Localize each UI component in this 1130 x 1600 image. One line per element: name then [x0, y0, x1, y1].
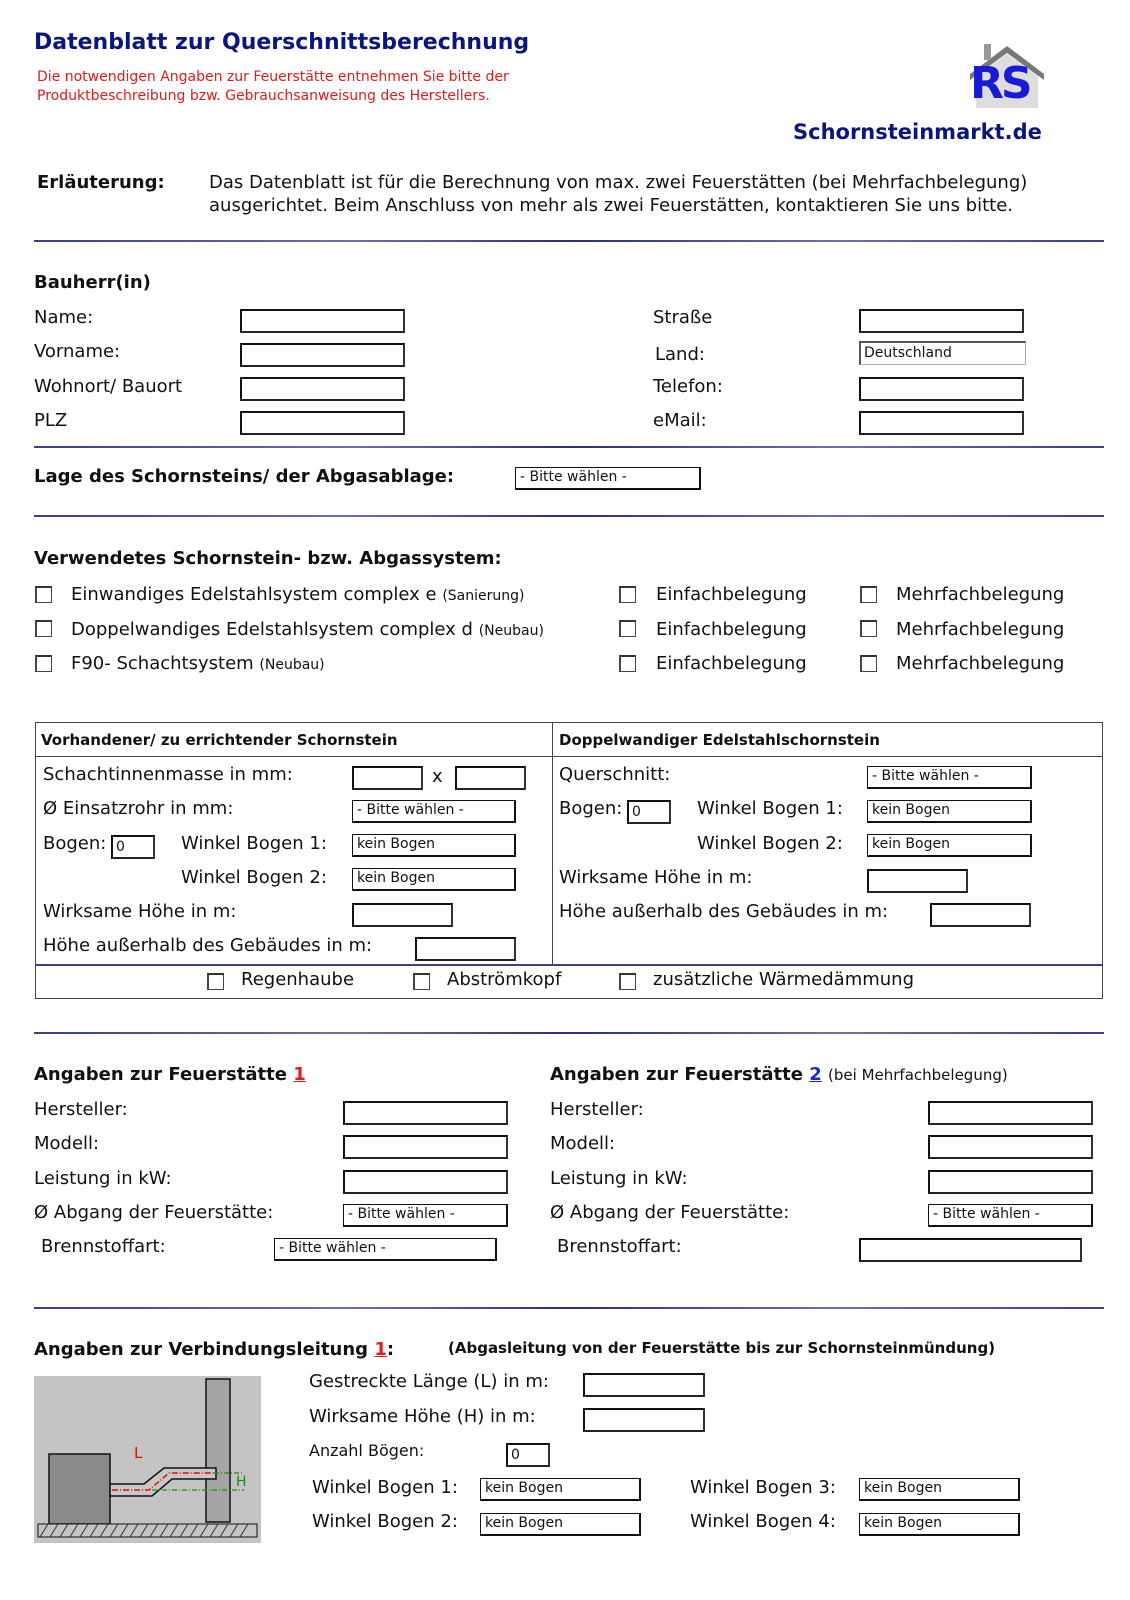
angle1-select-right[interactable]: kein Bogen	[867, 800, 1032, 823]
insulation-checkbox[interactable]	[619, 973, 636, 990]
name-input[interactable]	[240, 309, 405, 333]
brand-name: Schornsteinmarkt.de	[793, 120, 1042, 144]
company-logo	[962, 40, 1052, 110]
system-label-f90: F90- Schachtsystem (Neubau)	[71, 653, 325, 674]
fp2-fuel-label: Brennstoffart:	[557, 1236, 682, 1257]
firstname-input[interactable]	[240, 343, 405, 367]
fp2-power-label: Leistung in kW:	[550, 1168, 688, 1189]
system-checkbox-doppelwandig[interactable]	[35, 620, 52, 637]
page-title: Datenblatt zur Querschnittsberechnung	[34, 30, 530, 55]
conn-angle3-select[interactable]: kein Bogen	[859, 1478, 1020, 1501]
city-input[interactable]	[240, 377, 405, 401]
angle2-select-left[interactable]: kein Bogen	[352, 868, 516, 891]
conn-angle4-label: Winkel Bogen 4:	[690, 1511, 836, 1532]
country-input[interactable]: Deutschland	[859, 341, 1026, 365]
notice-line-2: Produktbeschreibung bzw. Gebrauchsanweisung des Herstellers.	[37, 88, 490, 104]
fp2-manufacturer-input[interactable]	[928, 1101, 1093, 1125]
country-label: Land:	[655, 344, 705, 365]
eff-height-input-left[interactable]	[352, 903, 453, 927]
fp1-power-label: Leistung in kW:	[34, 1168, 172, 1189]
zip-label: PLZ	[34, 410, 68, 431]
connection-heading: Angaben zur Verbindungsleitung 1:	[34, 1339, 395, 1360]
explanation-line-2: ausgerichtet. Beim Anschluss von mehr als zwei Feuerstätten, kontaktieren Sie uns bitte.	[209, 195, 1014, 216]
outside-height-input-right[interactable]	[930, 903, 1031, 927]
single-label-3: Einfachbelegung	[656, 653, 807, 674]
conn-angle4-select[interactable]: kein Bogen	[859, 1513, 1020, 1536]
multi-checkbox-3[interactable]	[860, 655, 877, 672]
fp1-outlet-select[interactable]: - Bitte wählen -	[343, 1204, 508, 1227]
rain-cap-checkbox[interactable]	[207, 973, 224, 990]
conn-angle2-select[interactable]: kein Bogen	[480, 1513, 641, 1536]
dimension-x: x	[432, 766, 443, 787]
firstname-label: Vorname:	[34, 341, 121, 362]
angle2-select-right[interactable]: kein Bogen	[867, 834, 1032, 857]
system-checkbox-einwandig[interactable]	[35, 586, 52, 603]
flue-diagram-icon	[34, 1376, 261, 1543]
email-label: eMail:	[653, 410, 707, 431]
divider	[34, 1032, 1104, 1034]
bends-count-label: Anzahl Bögen:	[309, 1441, 425, 1460]
fp1-manufacturer-input[interactable]	[343, 1101, 508, 1125]
fp1-fuel-select[interactable]: - Bitte wählen -	[274, 1238, 497, 1261]
single-label-2: Einfachbelegung	[656, 619, 807, 640]
location-label: Lage des Schornsteins/ der Abgasablage:	[34, 466, 455, 487]
fp2-outlet-select[interactable]: - Bitte wählen -	[928, 1204, 1093, 1227]
system-label-doppelwandig: Doppelwandiges Edelstahlsystem complex d (Neubau)	[71, 619, 544, 640]
length-input[interactable]	[583, 1373, 705, 1397]
multi-label-1: Mehrfachbelegung	[896, 584, 1065, 605]
zip-input[interactable]	[240, 411, 405, 435]
height-label: Wirksame Höhe (H) in m:	[309, 1406, 536, 1427]
conn-angle3-label: Winkel Bogen 3:	[690, 1477, 836, 1498]
system-checkbox-f90[interactable]	[35, 655, 52, 672]
single-checkbox-3[interactable]	[619, 655, 636, 672]
conn-angle1-select[interactable]: kein Bogen	[480, 1478, 641, 1501]
rain-cap-label: Regenhaube	[241, 969, 355, 990]
conn-angle1-label: Winkel Bogen 1:	[312, 1477, 458, 1498]
cross-section-select[interactable]: - Bitte wählen -	[867, 766, 1032, 789]
single-checkbox-2[interactable]	[619, 620, 636, 637]
city-label: Wohnort/ Bauort	[34, 376, 183, 397]
connection-diagram	[34, 1376, 261, 1543]
table-column-divider	[552, 722, 553, 964]
height-input[interactable]	[583, 1408, 705, 1432]
client-heading: Bauherr(in)	[34, 272, 151, 293]
fp2-model-label: Modell:	[550, 1133, 616, 1154]
outside-height-input-left[interactable]	[415, 937, 516, 961]
street-label: Straße	[653, 307, 713, 328]
angle1-label-right: Winkel Bogen 1:	[697, 798, 843, 819]
table-options-divider	[35, 964, 1103, 966]
eff-height-label-left: Wirksame Höhe in m:	[43, 901, 237, 922]
location-select[interactable]: - Bitte wählen -	[515, 467, 701, 490]
bend-label-left: Bogen:	[43, 833, 107, 854]
fp1-outlet-label: Ø Abgang der Feuerstätte:	[34, 1202, 274, 1223]
chimney-right-heading: Doppelwandiger Edelstahlschornstein	[559, 731, 880, 749]
fp1-manufacturer-label: Hersteller:	[34, 1099, 128, 1120]
explanation-label: Erläuterung:	[37, 172, 165, 193]
angle1-label-left: Winkel Bogen 1:	[181, 833, 327, 854]
inner-dim-label: Schachtinnenmasse in mm:	[43, 764, 293, 785]
notice-line-1: Die notwendigen Angaben zur Feuerstätte entnehmen Sie bitte der	[37, 69, 509, 85]
fp1-model-input[interactable]	[343, 1135, 508, 1159]
single-label-1: Einfachbelegung	[656, 584, 807, 605]
system-heading: Verwendetes Schornstein- bzw. Abgassystem:	[34, 548, 502, 569]
bend-label-right: Bogen:	[559, 798, 623, 819]
inner-dim-a-input[interactable]	[352, 766, 423, 790]
eff-height-label-right: Wirksame Höhe in m:	[559, 867, 753, 888]
divider	[34, 515, 1104, 517]
email-input[interactable]	[859, 411, 1024, 435]
system-label-einwandig: Einwandiges Edelstahlsystem complex e (Sanierung)	[71, 584, 525, 605]
outside-height-label-left: Höhe außerhalb des Gebäudes in m:	[43, 935, 373, 956]
phone-label: Telefon:	[653, 376, 723, 397]
fp2-power-input[interactable]	[928, 1170, 1093, 1194]
street-input[interactable]	[859, 309, 1024, 333]
multi-label-2: Mehrfachbelegung	[896, 619, 1065, 640]
pipe-select[interactable]: - Bitte wählen -	[352, 800, 516, 823]
fp2-fuel-input[interactable]	[859, 1238, 1082, 1262]
fireplace2-heading: Angaben zur Feuerstätte 2 (bei Mehrfachbelegung)	[550, 1064, 1008, 1085]
diagram-h-label: H	[236, 1474, 247, 1490]
diagram-l-label: L	[134, 1444, 143, 1462]
angle2-label-right: Winkel Bogen 2:	[697, 833, 843, 854]
fp1-power-input[interactable]	[343, 1170, 508, 1194]
multi-label-3: Mehrfachbelegung	[896, 653, 1065, 674]
fp1-fuel-label: Brennstoffart:	[41, 1236, 166, 1257]
cross-section-label: Querschnitt:	[559, 764, 671, 785]
single-checkbox-1[interactable]	[619, 586, 636, 603]
outflow-head-checkbox[interactable]	[413, 973, 430, 990]
outside-height-label-right: Höhe außerhalb des Gebäudes in m:	[559, 901, 889, 922]
logo-rs-text: RS	[970, 58, 1030, 109]
fp2-model-input[interactable]	[928, 1135, 1093, 1159]
angle2-label-left: Winkel Bogen 2:	[181, 867, 327, 888]
connection-note: (Abgasleitung von der Feuerstätte bis zur Schornsteinmündung)	[448, 1339, 996, 1357]
multi-checkbox-2[interactable]	[860, 620, 877, 637]
conn-angle2-label: Winkel Bogen 2:	[312, 1511, 458, 1532]
fireplace1-heading: Angaben zur Feuerstätte 1	[34, 1064, 306, 1085]
multi-checkbox-1[interactable]	[860, 586, 877, 603]
pipe-label: Ø Einsatzrohr in mm:	[43, 798, 234, 819]
fp2-outlet-label: Ø Abgang der Feuerstätte:	[550, 1202, 790, 1223]
chimney-left-heading: Vorhandener/ zu errichtender Schornstein	[41, 731, 398, 749]
divider	[34, 1307, 1104, 1309]
divider	[34, 446, 1104, 448]
bend-count-left-input[interactable]: 0	[111, 835, 155, 859]
angle1-select-left[interactable]: kein Bogen	[352, 834, 516, 857]
fp1-model-label: Modell:	[34, 1133, 100, 1154]
divider	[34, 240, 1104, 242]
eff-height-input-right[interactable]	[867, 869, 968, 893]
inner-dim-b-input[interactable]	[455, 766, 526, 790]
name-label: Name:	[34, 307, 94, 328]
insulation-label: zusätzliche Wärmedämmung	[653, 969, 915, 990]
bends-count-input[interactable]: 0	[506, 1443, 550, 1467]
explanation-line-1: Das Datenblatt ist für die Berechnung von max. zwei Feuerstätten (bei Mehrfachbelegung)	[209, 172, 1028, 193]
phone-input[interactable]	[859, 377, 1024, 401]
fp2-manufacturer-label: Hersteller:	[550, 1099, 644, 1120]
outflow-head-label: Abströmkopf	[447, 969, 562, 990]
length-label: Gestreckte Länge (L) in m:	[309, 1371, 549, 1392]
bend-count-right-input[interactable]: 0	[627, 800, 671, 824]
table-header-divider	[35, 756, 1103, 757]
